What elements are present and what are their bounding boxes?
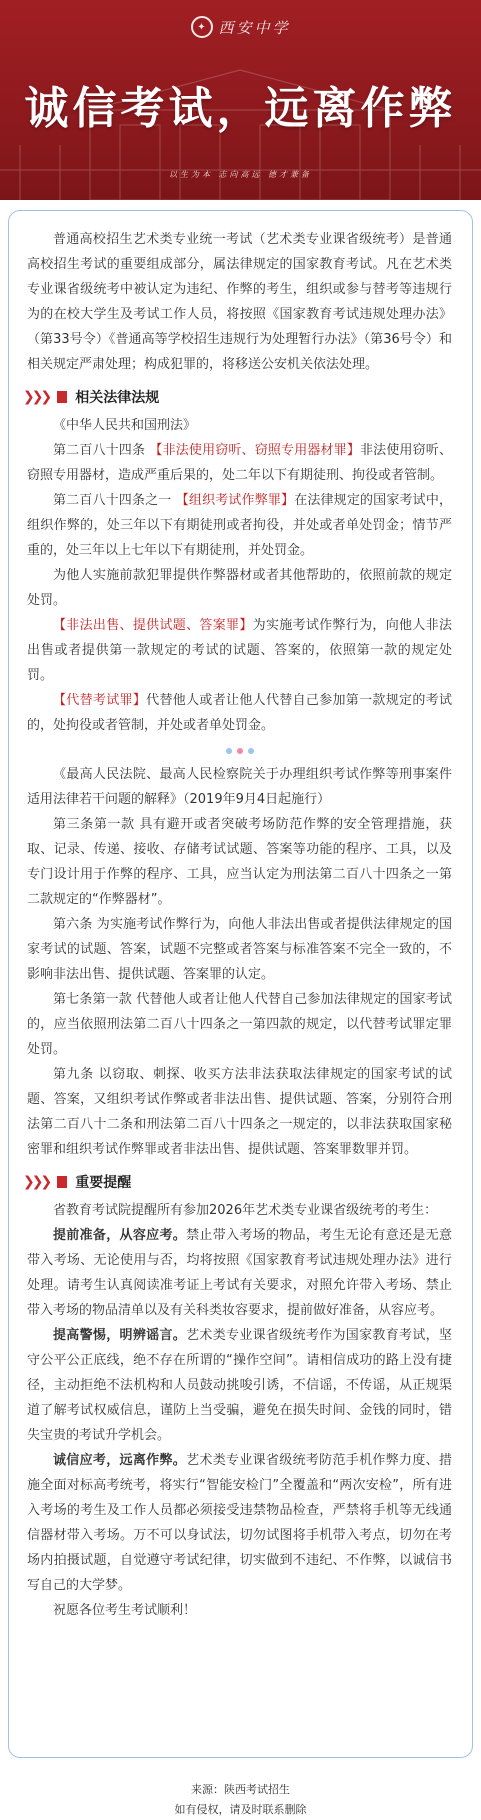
section-header-laws [23,385,452,409]
banner-motto: 以生为本 志向高远 德才兼备 [168,170,313,179]
law-title: 《中华人民共和国刑法》 [53,418,197,433]
reminder-heading: 提高警惕，明辨谣言。 [53,1328,187,1343]
crime-name: 【非法使用窃听、窃照专用器材罪】 [149,443,360,458]
crime-name: 【代替考试罪】 [53,693,147,708]
article-text: 为实施考试作弊行为，向他人非法出售或者提供第一款规定的考试的试题、答案的，依照第一款的规定处罚。 [27,618,452,683]
school-name: 西安中学 [218,18,291,37]
section-marker-icon [57,391,67,403]
reminder-item [27,1223,452,1323]
interpretation-title: 《最高人民法院、最高人民检察院关于办理组织考试作弊等刑事案件适用法律若干问题的解释》（2019年9月4日起施行） [27,767,452,807]
banner-slogan: 诚信考试，远离作弊 [24,83,457,134]
reminder-text: 艺术类专业课省级统考作为国家教育考试，坚守公平公正底线，绝不存在所谓的“操作空间”。请相信成功的路上没有捷径，主动拒绝不法机构和人员鼓动挑唆引诱，不信谣，不传谣，从正规渠道了解考试权威信息，谨防上当受骗，避免在损失时间、金钱的同时，错失宝贵的考试升学机会。 [27,1328,452,1443]
closing-wish: 祝愿各位考生考试顺利！ [53,1603,197,1618]
content-card [8,210,473,1758]
reminder-opening: 省教育考试院提醒所有参加2026年艺术类专业课省级统考的考生： [53,1203,438,1218]
article-text: 非法使用窃听、窃照专用器材，造成严重后果的，处二年以下有期徒刑、拘役或者管制。 [27,443,452,483]
interpretation-article: 第九条 以窃取、刺探、收买方法非法获取法律规定的国家考试的试题、答案，又组织考试作弊或者非法出售、提供试题、答案，分别符合刑法第二百八十二条和刑法第二百八十四条之一规定的，以非法获取国家秘密罪和组织考试作弊罪或者非法出售、提供试题、答案罪数罪并罚。 [27,1067,452,1157]
law-paragraph: 为他人实施前款犯罪提供作弊器材或者其他帮助的，依照前款的规定处罚。 [27,568,452,608]
reminder-heading: 提前准备，从容应考。 [53,1228,187,1243]
reminder-item [27,1323,452,1448]
section-title: 相关法律法规 [75,390,160,406]
interpretation-article: 第七条第一款 代替他人或者让他人代替自己参加法律规定的国家考试的，应当依照刑法第二百八十四条之一第四款的规定，以代替考试罪定罪处罚。 [27,992,452,1057]
reminder-text: 艺术类专业课省级统考防范手机作弊力度、措施全面对标高考统考，将实行“智能安检门”全覆盖和“两次安检”，所有进入考场的考生及工作人员都必须接受违禁物品检查，严禁将手机等无线通信器材带入考场。万不可以身试法，切勿试图将手机带入考点，切勿在考场内拍摄试题，自觉遵守考试纪律，切实做到不违纪、不作弊，以诚信书写自己的大学梦。 [27,1453,452,1593]
dot-icon [237,748,243,754]
interpretation-article: 第六条 为实施考试作弊行为，向他人非法出售或者提供法律规定的国家考试的试题、答案，试题不完整或者答案与标准答案不完全一致的，不影响非法出售、提供试题、答案罪的认定。 [27,917,452,982]
chevrons-icon: ❯❯❯ [23,389,50,405]
footer [0,1780,481,1820]
article-number: 第二百八十四条 [53,443,150,458]
section-header-reminder [23,1170,452,1194]
law-paragraph [27,688,452,738]
interpretation-article: 第三条第一款 具有避开或者突破考场防范作弊的安全管理措施，获取、记录、传递、接收、存储考试试题、答案等功能的程序、工具，以及专门设计用于作弊的程序、工具，应当认定为刑法第二百八十四条之一第二款规定的“作弊器材”。 [27,817,452,907]
reminder-text: 禁止带入考场的物品，考生无论有意还是无意带入考场、无论使用与否，均将按照《国家教育考试违规处理办法》进行处理。请考生认真阅读准考证上考试有关要求，对照允许带入考场、禁止带入考场的物品清单以及有关科类妆容要求，提前做好准备，从容应考。 [27,1228,452,1318]
header-banner [0,0,481,200]
school-seal-icon: ✦ [190,16,212,38]
section-marker-icon [57,1176,67,1188]
law-article [27,488,452,563]
law-article [27,438,452,488]
article-text: 代替他人或者让他人代替自己参加第一款规定的考试的，处拘役或者管制，并处或者单处罚金。 [27,693,452,733]
school-logo [190,16,290,38]
crime-name: 【组织考试作弊罪】 [175,493,295,508]
reminder-item [27,1448,452,1598]
section-title: 重要提醒 [75,1175,132,1191]
intro-paragraph: 普通高校招生艺术类专业统一考试（艺术类专业课省级统考）是普通高校招生考试的重要组成部分，属法律规定的国家教育考试。凡在艺术类专业课省级统考中被认定为违纪、作弊的考生，组织或参与替考等违规行为的在校大学生及考试工作人员，将按照《国家教育考试违规处理办法》（第33号令）《普通高等学校招生违规行为处理暂行办法》（第36号令）和相关规定严肃处理；构成犯罪的，将移送公安机关依法处理。 [27,232,452,372]
divider-dots [27,748,452,754]
article-text: 在法律规定的国家考试中，组织作弊的，处三年以下有期徒刑或者拘役，并处或者单处罚金；情节严重的，处三年以上七年以下有期徒刑，并处罚金。 [27,493,452,558]
reminder-heading: 诚信应考，远离作弊。 [53,1453,187,1468]
crime-name: 【非法出售、提供试题、答案罪】 [53,618,253,633]
dot-icon [226,748,232,754]
article-number: 第二百八十四条之一 [53,493,176,508]
dot-icon [248,748,254,754]
chevrons-icon: ❯❯❯ [23,1174,50,1190]
copyright-notice: 如有侵权，请及时联系删除 [174,1803,307,1816]
law-paragraph [27,613,452,688]
source-text: 来源：陕西考试招生 [191,1783,290,1796]
